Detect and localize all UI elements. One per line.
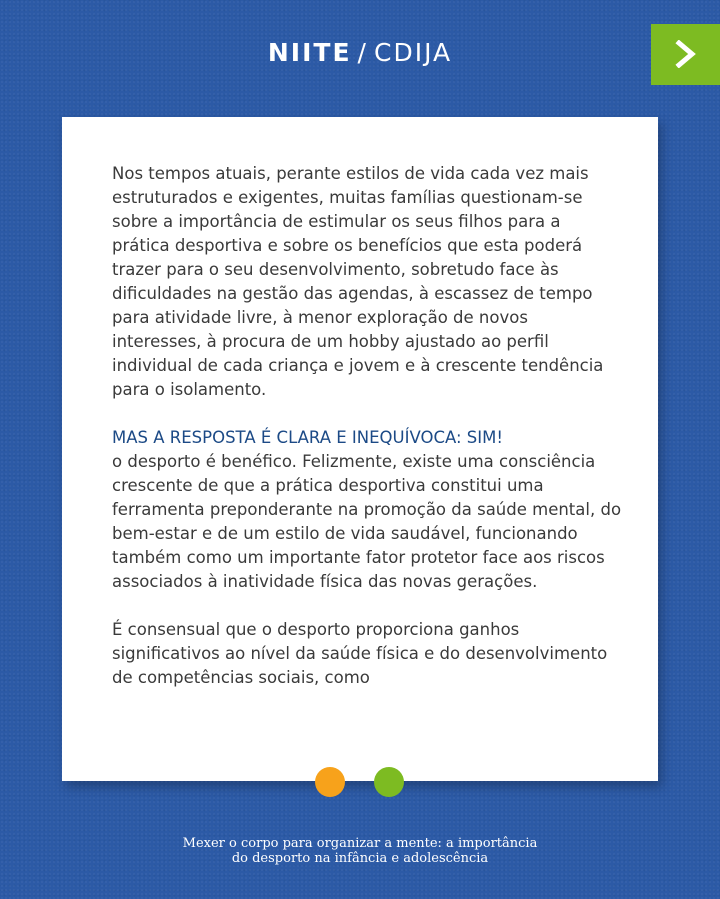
pagination-dot-green [374,767,404,797]
brand-left: NIITE [267,38,352,67]
section-heading: MAS A RESPOSTA É CLARA E INEQUÍVOCA: SIM! [112,428,503,447]
paragraph-intro: Nos tempos atuais, perante estilos de vida cada vez mais estruturados e exigentes, muitas famílias questionam-se sobre a importância de estimular os seus filhos para a prática desportiva e sobre os benefícios que esta poderá trazer para o seu desenvolvimento, sobretudo face às dificuldades na gestão das agendas, à escassez de tempo para atividade livre, à menor exploração de novos interesses, à procura de um hobby ajustado ao perfil individual de cada criança e jovem e à crescente tendência para o isolamento. [112,164,604,399]
content-card [62,117,658,781]
next-slide-button[interactable] [651,24,720,85]
paragraph-consensus: É consensual que o desporto proporciona ganhos significativos ao nível da saúde física e do desenvolvimento de competências sociais, como [112,620,608,687]
footer-line-2: do desporto na infância e adolescência [231,851,489,866]
paragraph-answer: o desporto é benéfico. Felizmente, existe uma consciência crescente de que a prática desportiva constitui uma ferramenta preponderante na promoção da saúde mental, do bem-estar e de um estilo de vida saudável, funcionando também como um importante fator protetor face aos riscos associados à inatividade física das novas gerações. [112,452,622,591]
brand-right: CDIJA [373,38,453,67]
footer-line-1: Mexer o corpo para organizar a mente: a importância [182,836,538,851]
chevron-right-icon [673,40,699,68]
card-body [112,162,622,690]
brand-logo [0,38,720,67]
footer-caption [0,836,720,866]
brand-separator: / [357,38,368,67]
pagination-dot-orange [315,767,345,797]
